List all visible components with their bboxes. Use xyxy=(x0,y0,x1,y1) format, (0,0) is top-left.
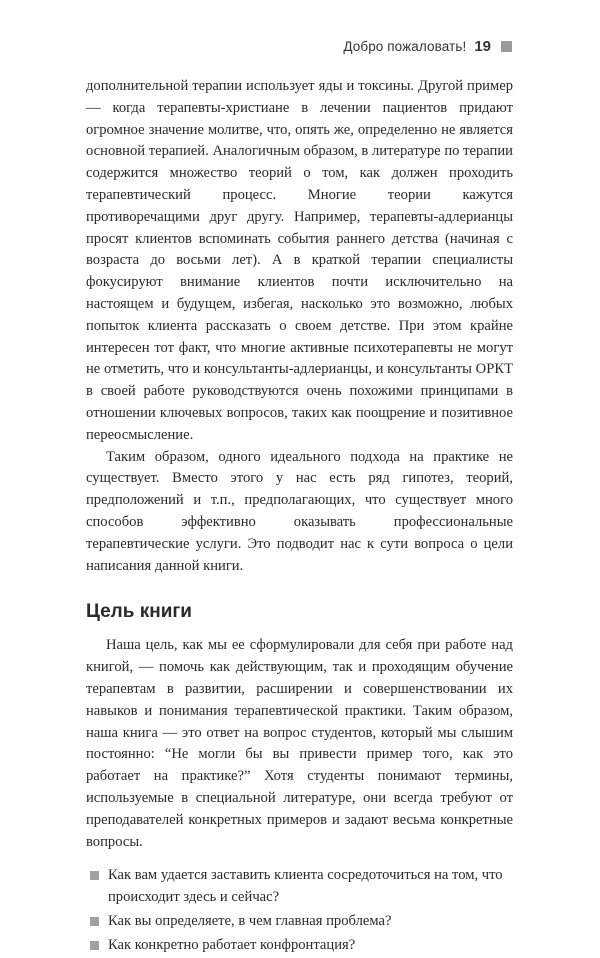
list-item-text: Как конкретно работает конфронтация? xyxy=(108,936,356,953)
list-item xyxy=(86,935,513,957)
page-number: 19 xyxy=(474,38,491,55)
chapter-title: Добро пожаловать! xyxy=(343,39,467,54)
paragraph-2: Таким образом, одного идеального подхода на практике не существует. Вместо этого у нас есть ряд гипотез, теорий, предположений и т.п., предполагающих, что существует много способов эффективно оказывать профессиональные терапевтические услуги. Это подводит нас к сути вопроса о цели написания данной книги. xyxy=(86,448,513,574)
list-item xyxy=(86,911,513,933)
list-item-text: Как вы определяете, в чем главная проблема? xyxy=(108,912,392,929)
square-bullet-icon xyxy=(90,941,99,950)
header-square-icon xyxy=(501,41,512,52)
square-bullet-icon xyxy=(90,871,99,880)
question-list xyxy=(86,865,513,956)
paragraph-3: Наша цель, как мы ее сформулировали для себя при работе над книгой, — помочь как действующим, так и проходящим обучение терапевтам в развитии, расширении и совершенствовании их навыков и понимания терапевтической практики. Таким образом, наша книга — это ответ на вопрос студентов, который мы слышим постоянно: “Не могли бы вы привести пример того, как это работает на практике?” Хотя студенты понимают термины, используемые в специальной литературе, они всегда требуют от преподавателей конкретных примеров и задают весьма конкретные вопросы. xyxy=(86,637,513,850)
square-bullet-icon xyxy=(90,917,99,926)
list-item xyxy=(86,865,513,909)
paragraph-1: дополнительной терапии использует яды и токсины. Другой пример — когда терапевты-христиане в лечении пациентов придают огромное значение молитве, что, опять же, определенно не является основной терапией. Аналогичным образом, в литературе по терапии содержится множество теорий о том, как должен проходить терапевтический процесс. Многие теории кажутся противоречащими друг другу. Например, терапевты-адлерианцы просят клиентов вспоминать события раннего детства (начиная с возраста до восьми лет). А в краткой терапии специалисты фокусируют внимание клиентов почти исключительно на настоящем и будущем, избегая, насколько это возможно, любых попыток клиента рассказать о своем детстве. При этом крайне интересен тот факт, что многие активные психотерапевты не могут не отметить, что и консультанты-адлерианцы, и консультанты ОРКТ в своей работе руководствуются очень похожими принципами в отношении ключевых вопросов, таких как поощрение и позитивное переосмысление. xyxy=(86,78,513,443)
section-heading: Цель книги xyxy=(86,601,192,623)
body-text xyxy=(86,76,513,958)
list-item-text: Как вам удается заставить клиента сосредоточиться на том, что происходит здесь и сейчас? xyxy=(108,867,503,906)
running-header xyxy=(343,38,512,55)
